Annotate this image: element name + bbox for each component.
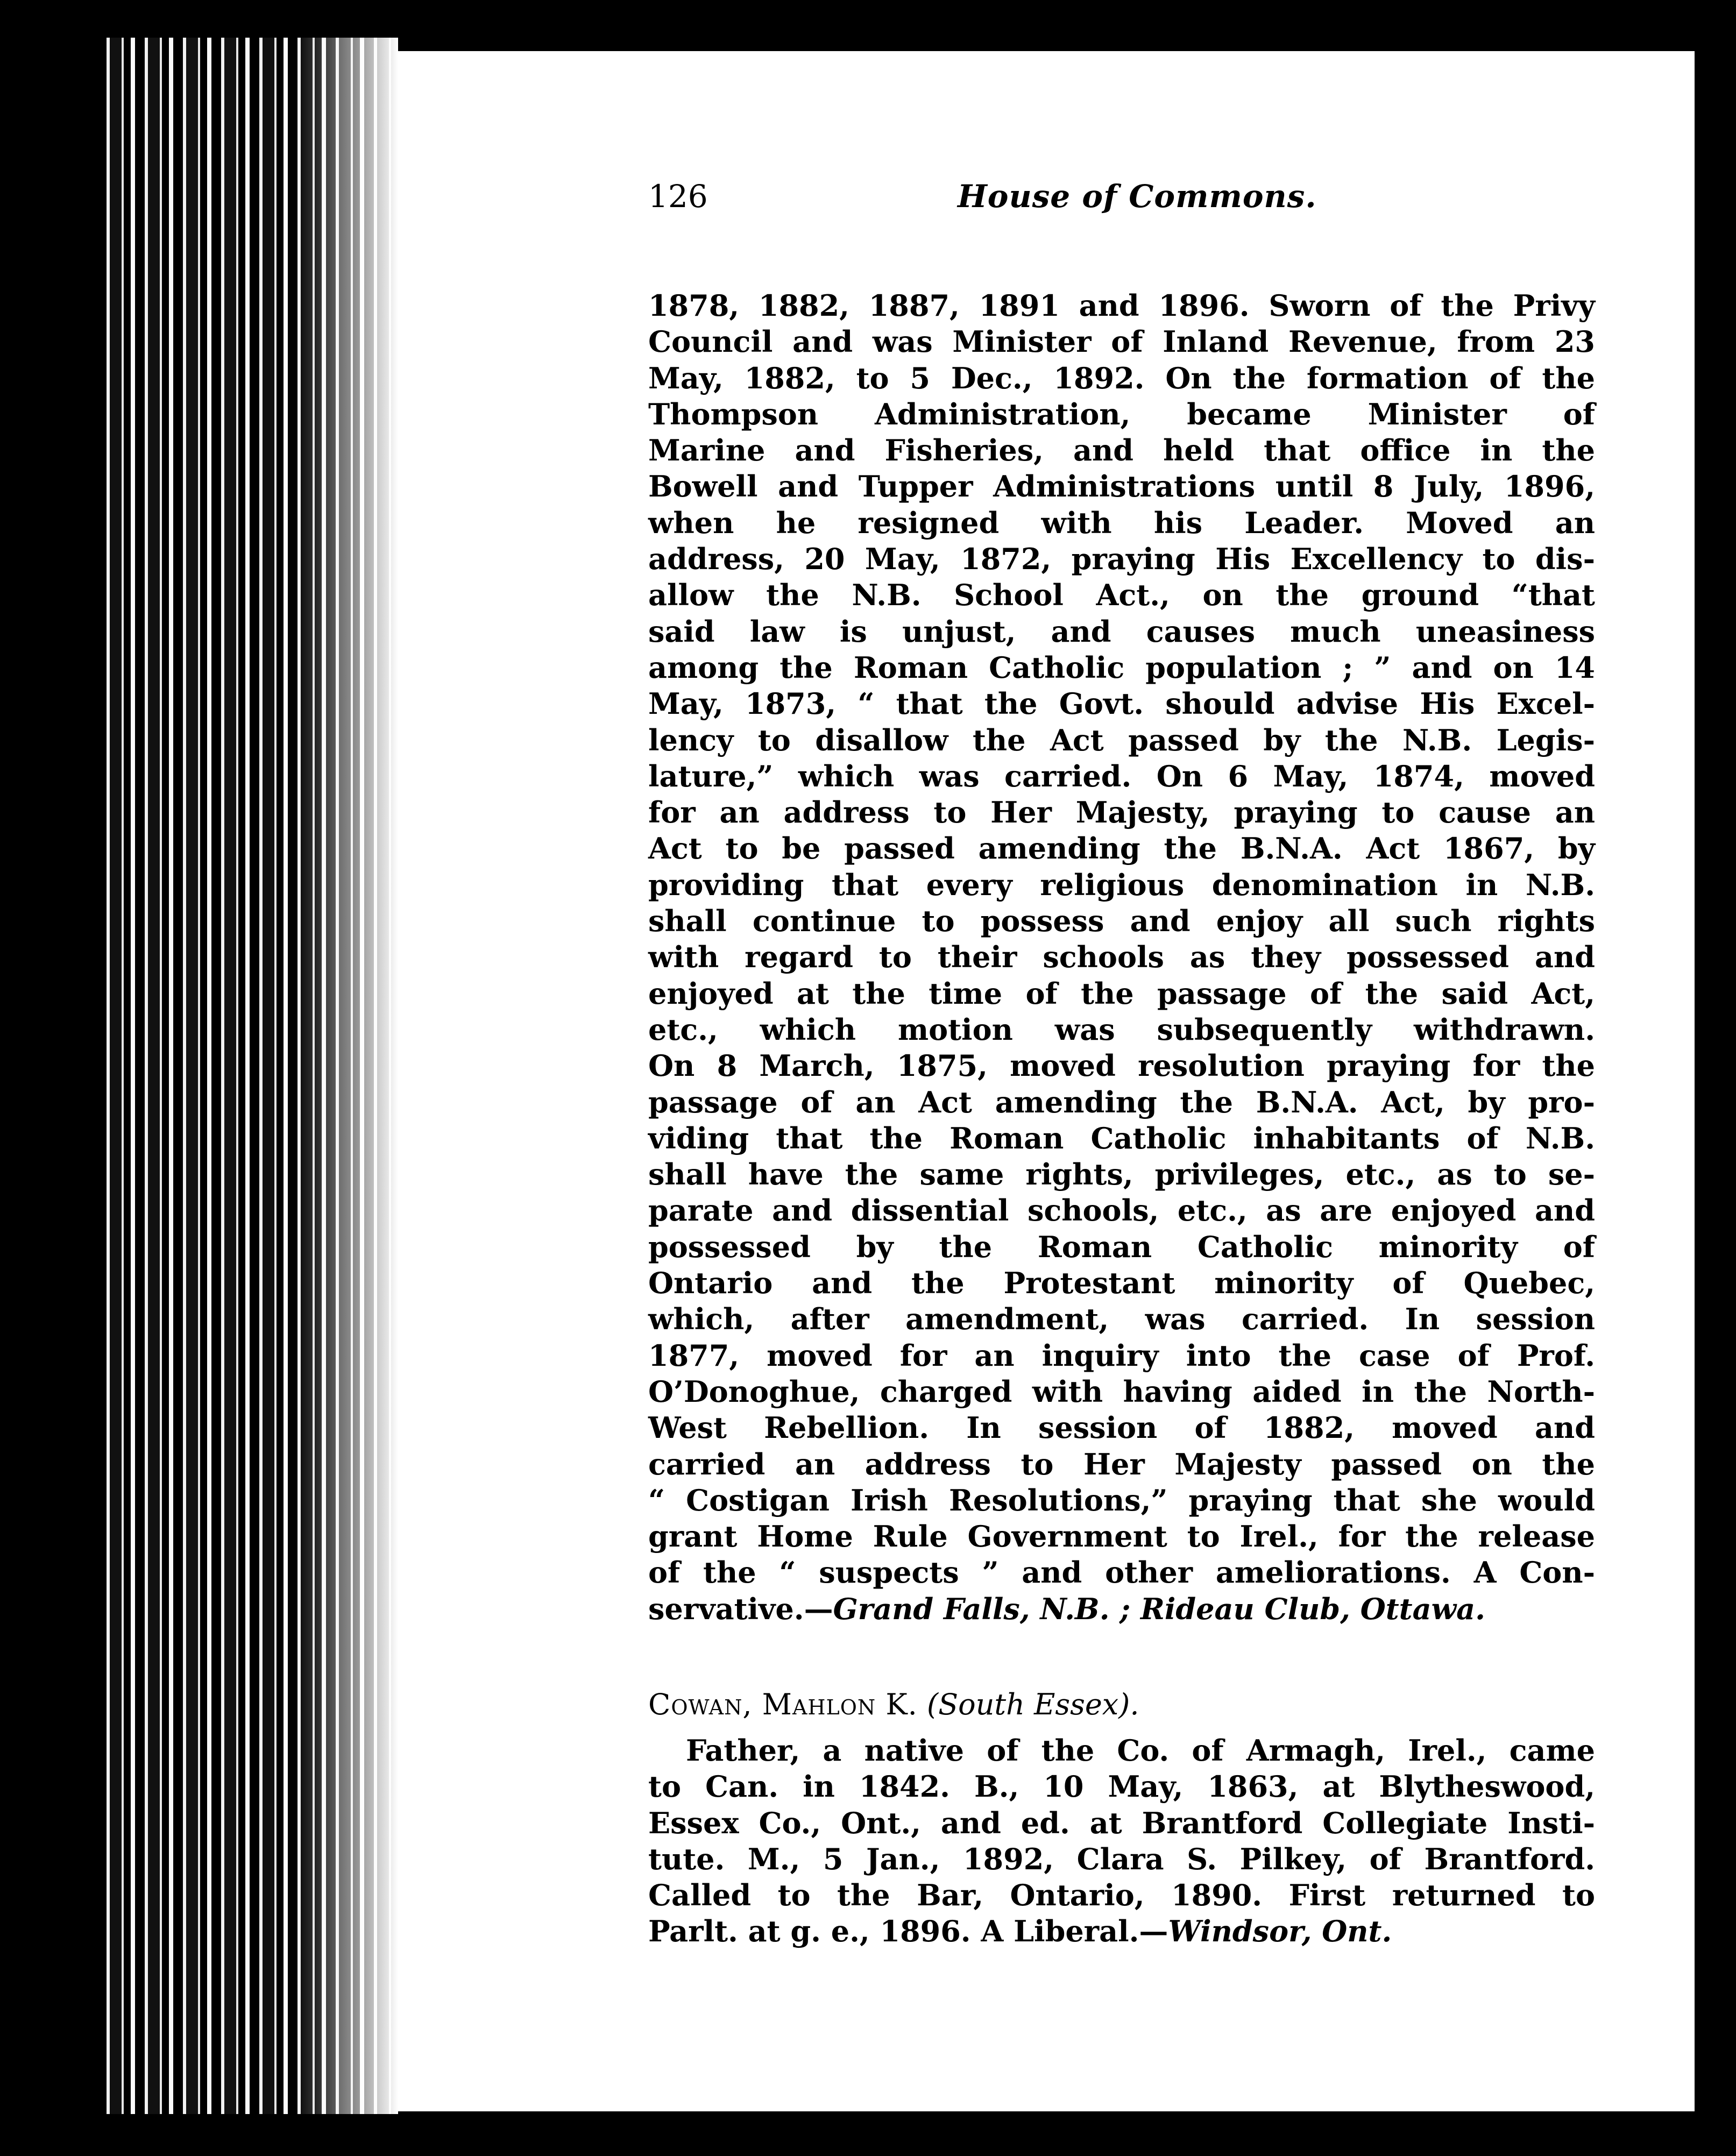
- text-line: grant Home Rule Government to Irel., for the release: [648, 1519, 1595, 1554]
- text-line: tute. M., 5 Jan., 1892, Clara S. Pilkey, of Brantford.: [648, 1841, 1595, 1876]
- entry-last-line: [648, 1913, 1595, 1949]
- running-head: [648, 175, 1595, 218]
- running-head-title: House of Commons.: [958, 178, 1317, 215]
- entry-residence: Windsor, Ont.: [1168, 1914, 1392, 1949]
- text-line: parate and dissential schools, etc., as are enjoyed and: [648, 1193, 1595, 1228]
- text-line: lency to disallow the Act passed by the N.B. Legis-: [648, 722, 1595, 757]
- text-line: providing that every religious denomination in N.B.: [648, 867, 1595, 902]
- text-line: lature,” which was carried. On 6 May, 1874, moved: [648, 758, 1595, 793]
- text-line: enjoyed at the time of the passage of the said Act,: [648, 976, 1595, 1011]
- entry-riding: (South Essex).: [927, 1687, 1139, 1721]
- text-line: Essex Co., Ont., and ed. at Brantford Collegiate Insti-: [648, 1805, 1595, 1840]
- page-edge-shadow: [301, 38, 398, 2114]
- text-line: for an address to Her Majesty, praying to cause an: [648, 795, 1595, 830]
- text-line: of the “ suspects ” and other ameliorations. A Con-: [648, 1555, 1595, 1590]
- body-last-line-text: servative.—: [648, 1591, 833, 1626]
- text-line: carried an address to Her Majesty passed on the: [648, 1446, 1595, 1481]
- entry-last-line-text: Parlt. at g. e., 1896. A Liberal.—: [648, 1914, 1168, 1949]
- text-line: said law is unjust, and causes much uneasiness: [648, 614, 1595, 649]
- text-line: possessed by the Roman Catholic minority of: [648, 1229, 1595, 1264]
- text-line: Council and was Minister of Inland Revenue, from 23: [648, 324, 1595, 359]
- text-line: Thompson Administration, became Minister of: [648, 396, 1595, 431]
- text-line: Called to the Bar, Ontario, 1890. First returned to: [648, 1878, 1595, 1913]
- text-line: Ontario and the Protestant minority of Quebec,: [648, 1266, 1595, 1301]
- text-line: which, after amendment, was carried. In session: [648, 1302, 1595, 1337]
- text-line: shall have the same rights, privileges, etc., as to se-: [648, 1157, 1595, 1192]
- text-line: Act to be passed amending the B.N.A. Act 1867, by: [648, 831, 1595, 866]
- entry-lines: [648, 1732, 1595, 1913]
- text-line: when he resigned with his Leader. Moved an: [648, 505, 1595, 540]
- body-last-line: [648, 1591, 1595, 1627]
- text-line: passage of an Act amending the B.N.A. Act, by pro-: [648, 1084, 1595, 1119]
- text-line: allow the N.B. School Act., on the ground “that: [648, 578, 1595, 613]
- text-line: address, 20 May, 1872, praying His Excellency to dis-: [648, 542, 1595, 577]
- body-lines: [648, 288, 1595, 1591]
- text-line: Marine and Fisheries, and held that office in the: [648, 433, 1595, 468]
- residence-text: Grand Falls, N.B. ; Rideau Club, Ottawa.: [833, 1591, 1485, 1626]
- text-line: West Rebellion. In session of 1882, moved and: [648, 1410, 1595, 1445]
- text-line: On 8 March, 1875, moved resolution praying for the: [648, 1048, 1595, 1083]
- text-line: May, 1882, to 5 Dec., 1892. On the formation of the: [648, 360, 1595, 395]
- text-line: “ Costigan Irish Resolutions,” praying that she would: [648, 1483, 1595, 1517]
- book-page: [398, 51, 1695, 2111]
- text-line: Bowell and Tupper Administrations until 8 July, 1896,: [648, 469, 1595, 504]
- text-line: May, 1873, “ that the Govt. should advise His Excel-: [648, 686, 1595, 721]
- text-line: O’Donoghue, charged with having aided in the North-: [648, 1374, 1595, 1409]
- biography-continued-text: [648, 288, 1595, 1627]
- entry-name: Cowan, Mahlon K.: [648, 1687, 918, 1721]
- entry-biography: [648, 1732, 1595, 1949]
- text-line: with regard to their schools as they possessed and: [648, 940, 1595, 975]
- text-line: among the Roman Catholic population ; ” and on 14: [648, 650, 1595, 685]
- text-line: Father, a native of the Co. of Armagh, Irel., came: [686, 1733, 1595, 1768]
- entry-heading: [648, 1686, 1595, 1722]
- text-line: to Can. in 1842. B., 10 May, 1863, at Blytheswood,: [648, 1769, 1595, 1804]
- text-line: shall continue to possess and enjoy all such rights: [648, 904, 1595, 939]
- page-number: 126: [648, 178, 708, 215]
- text-line: etc., which motion was subsequently withdrawn.: [648, 1012, 1595, 1047]
- text-line: 1878, 1882, 1887, 1891 and 1896. Sworn of the Privy: [648, 288, 1595, 323]
- text-line: viding that the Roman Catholic inhabitants of N.B.: [648, 1120, 1595, 1155]
- text-line: 1877, moved for an inquiry into the case of Prof.: [648, 1338, 1595, 1373]
